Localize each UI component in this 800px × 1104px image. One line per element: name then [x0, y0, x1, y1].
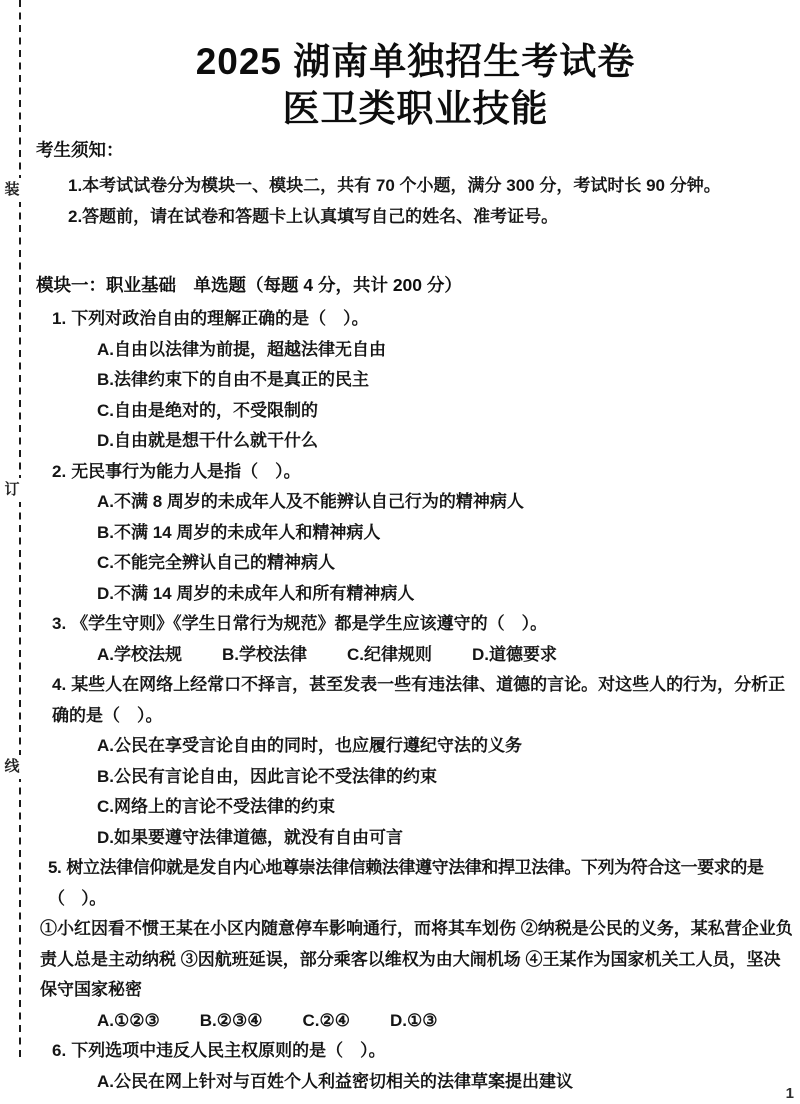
page-number: 1	[785, 1085, 794, 1102]
question-5-option-c: C.②④	[302, 1010, 350, 1030]
question-1-option-c: C.自由是绝对的，不受限制的	[97, 400, 318, 420]
question-6	[36, 1036, 795, 1097]
notice-item-2: 2.答题前，请在试卷和答题卡上认真填写自己的姓名、准考证号。	[68, 207, 559, 226]
question-3-option-b: B.学校法律	[222, 644, 307, 664]
question-2-text: 无民事行为能力人是指（ ）。	[71, 461, 301, 481]
question-2-option-b: B.不满 14 周岁的未成年人和精神病人	[97, 522, 381, 542]
question-3-text: 《学生守则》《学生日常行为规范》都是学生应该遵守的（ ）。	[71, 614, 548, 633]
question-4	[36, 670, 795, 853]
question-3-option-c: C.纪律规则	[347, 644, 432, 664]
question-5-stem	[36, 853, 795, 914]
binding-dashed-line	[19, 0, 21, 1062]
exam-content	[36, 0, 795, 1097]
question-6-stem	[36, 1036, 795, 1067]
question-2	[36, 457, 795, 610]
question-2-stem	[36, 457, 795, 488]
question-4-option-b: B.公民有言论自由，因此言论不受法律的约束	[97, 766, 437, 786]
question-list	[36, 304, 795, 1097]
exam-title	[36, 38, 795, 132]
question-1-text: 下列对政治自由的理解正确的是（ ）。	[71, 309, 369, 328]
question-6-option-a: A.公民在网上针对与百姓个人利益密切相关的法律草案提出建议	[97, 1071, 573, 1091]
question-5-text: 树立法律信仰就是发自内心地尊崇法律信赖法律遵守法律和捍卫法律。下列为符合这一要求的是（ ）。	[48, 858, 764, 908]
notice-heading: 考生须知：	[36, 140, 124, 160]
question-4-text: 某些人在网络上经常口不择言，甚至发表一些有违法律、道德的言论。对这些人的行为，分析正确的是（ ）。	[52, 675, 786, 725]
question-4-stem	[36, 670, 795, 731]
question-5-option-a: A.①②③	[97, 1010, 160, 1030]
exam-title-line2: 医卫类职业技能	[282, 88, 549, 129]
question-4-option-a: A.公民在享受言论自由的同时，也应履行遵纪守法的义务	[97, 736, 522, 755]
question-1-stem	[36, 304, 795, 335]
question-5-detail: ①小红因看不惯王某在小区内随意停车影响通行，而将其车划伤 ②纳税是公民的义务，某私营企业负责人总是主动纳税 ③因航班延误，部分乘客以维权为由大闹机场 ④王某作为国家机关工人员，坚决保守国家秘密	[40, 919, 793, 999]
question-2-option-a: A.不满 8 周岁的未成年人及不能辨认自己行为的精神病人	[97, 492, 524, 511]
question-4-number: 4.	[52, 675, 67, 694]
question-5-option-d: D.①③	[389, 1010, 438, 1030]
question-2-option-d: D.不满 14 周岁的未成年人和所有精神病人	[97, 583, 415, 603]
question-3-number: 3.	[52, 614, 67, 633]
binding-label-zhuang: 装	[1, 178, 23, 202]
binding-label-xian: 线	[1, 755, 23, 779]
question-1-number: 1.	[52, 309, 67, 328]
module-heading: 模块一：职业基础 单选题（每题 4 分，共计 200 分）	[36, 275, 462, 295]
question-1-option-a: A.自由以法律为前提，超越法律无自由	[97, 339, 386, 359]
question-1-option-d: D.自由就是想干什么就干什么	[97, 431, 318, 450]
question-1	[36, 304, 795, 457]
question-2-number: 2.	[52, 461, 67, 481]
question-5-option-row	[36, 1006, 795, 1037]
question-4-option-d: D.如果要遵守法律道德，就没有自由可言	[97, 827, 403, 847]
question-3	[36, 609, 795, 670]
notice-list	[36, 170, 795, 232]
question-1-option-b: B.法律约束下的自由不是真正的民主	[97, 370, 369, 389]
question-2-option-c: C.不能完全辨认自己的精神病人	[97, 553, 335, 572]
question-3-stem	[36, 609, 795, 640]
question-5-number: 5.	[48, 858, 62, 877]
question-5	[36, 853, 795, 1036]
question-4-option-c: C.网络上的言论不受法律的约束	[97, 797, 335, 816]
question-6-number: 6.	[52, 1041, 67, 1060]
question-6-text: 下列选项中违反人民主权原则的是（ ）。	[71, 1041, 386, 1060]
exam-title-line1: 2025 湖南单独招生考试卷	[195, 41, 636, 82]
question-5-option-b: B.②③④	[199, 1010, 263, 1030]
notice-item-1: 1.本考试试卷分为模块一、模块二，共有 70 个小题，满分 300 分，考试时长 90 分钟。	[68, 176, 721, 195]
question-3-option-a: A.学校法规	[97, 644, 182, 664]
question-3-option-row	[36, 640, 795, 671]
question-3-option-d: D.道德要求	[472, 644, 557, 664]
binding-label-ding: 订	[1, 478, 23, 502]
